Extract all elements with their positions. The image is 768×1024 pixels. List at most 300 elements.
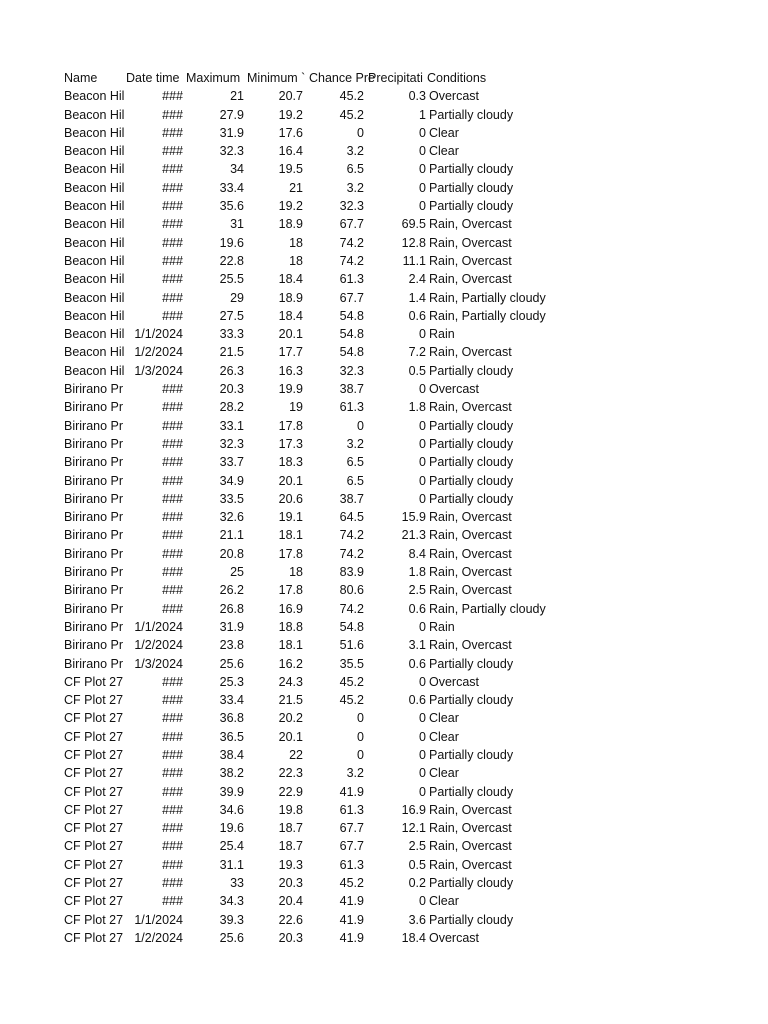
cell-precipitation[interactable]: 0 bbox=[419, 894, 426, 909]
cell-precipitation[interactable]: 12.8 bbox=[401, 235, 426, 250]
cell-date-time[interactable]: ### bbox=[162, 491, 183, 506]
cell-conditions[interactable]: Rain, Overcast bbox=[429, 235, 512, 250]
cell-minimum[interactable]: 19.8 bbox=[278, 802, 303, 817]
cell-conditions[interactable]: Partially cloudy bbox=[429, 363, 514, 378]
cell-name[interactable]: Birirano Pr bbox=[64, 455, 124, 470]
cell-minimum[interactable]: 18.9 bbox=[278, 290, 303, 305]
cell-conditions[interactable]: Partially cloudy bbox=[429, 784, 514, 799]
cell-precipitation[interactable]: 0.6 bbox=[408, 308, 426, 323]
cell-maximum[interactable]: 26.2 bbox=[219, 583, 244, 598]
cell-maximum[interactable]: 32.3 bbox=[219, 144, 244, 159]
cell-date-time[interactable]: ### bbox=[162, 473, 183, 488]
cell-minimum[interactable]: 16.4 bbox=[278, 144, 303, 159]
cell-maximum[interactable]: 31 bbox=[230, 217, 244, 232]
cell-maximum[interactable]: 26.8 bbox=[219, 601, 244, 616]
cell-chance-precip[interactable]: 0 bbox=[357, 125, 364, 140]
cell-precipitation[interactable]: 11.1 bbox=[402, 253, 426, 268]
cell-conditions[interactable]: Partially cloudy bbox=[429, 912, 514, 927]
cell-maximum[interactable]: 34.3 bbox=[219, 894, 244, 909]
cell-date-time[interactable]: ### bbox=[162, 601, 183, 616]
cell-maximum[interactable]: 25.3 bbox=[219, 674, 244, 689]
cell-minimum[interactable]: 17.3 bbox=[278, 436, 303, 451]
cell-name[interactable]: Beacon Hil bbox=[64, 162, 125, 177]
cell-maximum[interactable]: 29 bbox=[230, 290, 244, 305]
cell-minimum[interactable]: 17.7 bbox=[278, 345, 303, 360]
cell-precipitation[interactable]: 0 bbox=[419, 711, 426, 726]
cell-maximum[interactable]: 25 bbox=[230, 565, 244, 580]
header-chance-precip[interactable]: Chance Pre bbox=[309, 71, 376, 85]
cell-chance-precip[interactable]: 74.2 bbox=[339, 235, 364, 250]
cell-date-time[interactable]: 1/2/2024 bbox=[134, 638, 183, 653]
cell-conditions[interactable]: Rain, Overcast bbox=[429, 345, 512, 360]
cell-conditions[interactable]: Rain, Partially cloudy bbox=[429, 290, 546, 305]
cell-minimum[interactable]: 20.6 bbox=[278, 491, 303, 506]
cell-maximum[interactable]: 38.4 bbox=[219, 747, 244, 762]
cell-minimum[interactable]: 16.2 bbox=[278, 656, 303, 671]
cell-maximum[interactable]: 34.9 bbox=[219, 473, 244, 488]
cell-date-time[interactable]: ### bbox=[162, 583, 183, 598]
cell-precipitation[interactable]: 0 bbox=[419, 473, 426, 488]
cell-date-time[interactable]: ### bbox=[162, 510, 183, 525]
cell-precipitation[interactable]: 1 bbox=[419, 107, 426, 122]
cell-minimum[interactable]: 20.7 bbox=[278, 89, 303, 104]
cell-maximum[interactable]: 34 bbox=[230, 162, 244, 177]
cell-date-time[interactable]: ### bbox=[162, 107, 183, 122]
cell-maximum[interactable]: 25.4 bbox=[219, 839, 244, 854]
cell-minimum[interactable]: 17.8 bbox=[278, 583, 303, 598]
cell-name[interactable]: Birirano Pr bbox=[64, 638, 124, 653]
cell-date-time[interactable]: ### bbox=[162, 180, 183, 195]
header-precipitation[interactable]: Precipitati bbox=[368, 71, 423, 85]
cell-date-time[interactable]: ### bbox=[162, 400, 183, 415]
cell-date-time[interactable]: ### bbox=[162, 802, 183, 817]
cell-chance-precip[interactable]: 41.9 bbox=[339, 894, 364, 909]
cell-minimum[interactable]: 17.8 bbox=[278, 546, 303, 561]
cell-conditions[interactable]: Overcast bbox=[429, 382, 480, 397]
cell-chance-precip[interactable]: 35.5 bbox=[339, 656, 364, 671]
cell-chance-precip[interactable]: 64.5 bbox=[339, 510, 364, 525]
cell-date-time[interactable]: ### bbox=[162, 839, 183, 854]
cell-chance-precip[interactable]: 51.6 bbox=[339, 638, 364, 653]
cell-date-time[interactable]: ### bbox=[162, 876, 183, 891]
cell-chance-precip[interactable]: 3.2 bbox=[346, 436, 364, 451]
cell-minimum[interactable]: 18 bbox=[289, 565, 303, 580]
cell-name[interactable]: Beacon Hil bbox=[64, 308, 125, 323]
cell-precipitation[interactable]: 0 bbox=[419, 199, 426, 214]
cell-minimum[interactable]: 19.2 bbox=[278, 199, 303, 214]
cell-precipitation[interactable]: 69.5 bbox=[401, 217, 426, 232]
cell-date-time[interactable]: ### bbox=[162, 162, 183, 177]
cell-date-time[interactable]: ### bbox=[162, 235, 183, 250]
cell-date-time[interactable]: ### bbox=[162, 821, 183, 836]
cell-conditions[interactable]: Clear bbox=[429, 729, 459, 744]
cell-precipitation[interactable]: 15.9 bbox=[401, 510, 426, 525]
cell-chance-precip[interactable]: 67.7 bbox=[339, 839, 364, 854]
cell-chance-precip[interactable]: 0 bbox=[357, 418, 364, 433]
cell-name[interactable]: Birirano Pr bbox=[64, 510, 124, 525]
cell-name[interactable]: Birirano Pr bbox=[64, 565, 124, 580]
cell-date-time[interactable]: ### bbox=[162, 674, 183, 689]
cell-name[interactable]: Birirano Pr bbox=[64, 601, 124, 616]
cell-conditions[interactable]: Clear bbox=[429, 144, 459, 159]
cell-maximum[interactable]: 34.6 bbox=[219, 802, 244, 817]
cell-chance-precip[interactable]: 3.2 bbox=[346, 144, 364, 159]
cell-name[interactable]: CF Plot 27 bbox=[64, 784, 124, 799]
cell-precipitation[interactable]: 3.6 bbox=[408, 912, 426, 927]
cell-name[interactable]: CF Plot 27 bbox=[64, 894, 124, 909]
cell-maximum[interactable]: 27.9 bbox=[219, 107, 244, 122]
cell-chance-precip[interactable]: 0 bbox=[357, 729, 364, 744]
cell-precipitation[interactable]: 0.3 bbox=[408, 89, 426, 104]
cell-conditions[interactable]: Rain, Partially cloudy bbox=[429, 308, 546, 323]
cell-minimum[interactable]: 19 bbox=[289, 400, 303, 415]
cell-chance-precip[interactable]: 45.2 bbox=[339, 693, 364, 708]
cell-chance-precip[interactable]: 6.5 bbox=[346, 455, 364, 470]
cell-chance-precip[interactable]: 45.2 bbox=[339, 107, 364, 122]
cell-chance-precip[interactable]: 38.7 bbox=[339, 491, 364, 506]
cell-conditions[interactable]: Rain, Overcast bbox=[429, 272, 512, 287]
cell-maximum[interactable]: 31.9 bbox=[219, 619, 244, 634]
cell-conditions[interactable]: Rain, Overcast bbox=[429, 583, 512, 598]
cell-name[interactable]: Beacon Hil bbox=[64, 180, 125, 195]
cell-conditions[interactable]: Partially cloudy bbox=[429, 876, 514, 891]
cell-maximum[interactable]: 33.7 bbox=[219, 455, 244, 470]
cell-minimum[interactable]: 20.1 bbox=[278, 327, 303, 342]
cell-conditions[interactable]: Rain bbox=[429, 619, 455, 634]
cell-precipitation[interactable]: 0 bbox=[419, 784, 426, 799]
cell-maximum[interactable]: 39.9 bbox=[219, 784, 244, 799]
cell-name[interactable]: Beacon Hil bbox=[64, 107, 125, 122]
cell-minimum[interactable]: 20.3 bbox=[278, 876, 303, 891]
cell-date-time[interactable]: ### bbox=[162, 747, 183, 762]
cell-date-time[interactable]: ### bbox=[162, 528, 183, 543]
cell-maximum[interactable]: 23.8 bbox=[219, 638, 244, 653]
cell-chance-precip[interactable]: 83.9 bbox=[339, 565, 364, 580]
cell-name[interactable]: Beacon Hil bbox=[64, 89, 125, 104]
cell-conditions[interactable]: Overcast bbox=[429, 89, 480, 104]
cell-date-time[interactable]: ### bbox=[162, 455, 183, 470]
cell-name[interactable]: Beacon Hil bbox=[64, 290, 125, 305]
cell-name[interactable]: Birirano Pr bbox=[64, 546, 124, 561]
cell-date-time[interactable]: ### bbox=[162, 784, 183, 799]
cell-minimum[interactable]: 21.5 bbox=[278, 693, 303, 708]
cell-chance-precip[interactable]: 0 bbox=[357, 711, 364, 726]
cell-minimum[interactable]: 20.1 bbox=[278, 473, 303, 488]
cell-minimum[interactable]: 18.7 bbox=[278, 839, 303, 854]
cell-maximum[interactable]: 28.2 bbox=[219, 400, 244, 415]
cell-conditions[interactable]: Rain bbox=[429, 327, 455, 342]
cell-date-time[interactable]: ### bbox=[162, 565, 183, 580]
cell-date-time[interactable]: 1/3/2024 bbox=[134, 363, 183, 378]
cell-precipitation[interactable]: 0 bbox=[419, 455, 426, 470]
cell-name[interactable]: Birirano Pr bbox=[64, 400, 124, 415]
cell-minimum[interactable]: 20.2 bbox=[278, 711, 303, 726]
cell-name[interactable]: CF Plot 27 bbox=[64, 747, 124, 762]
cell-chance-precip[interactable]: 6.5 bbox=[346, 473, 364, 488]
cell-minimum[interactable]: 22.9 bbox=[278, 784, 303, 799]
cell-date-time[interactable]: ### bbox=[162, 89, 183, 104]
cell-conditions[interactable]: Rain, Partially cloudy bbox=[429, 601, 546, 616]
cell-maximum[interactable]: 26.3 bbox=[219, 363, 244, 378]
cell-precipitation[interactable]: 1.8 bbox=[408, 400, 426, 415]
cell-chance-precip[interactable]: 6.5 bbox=[346, 162, 364, 177]
cell-chance-precip[interactable]: 61.3 bbox=[339, 272, 364, 287]
cell-precipitation[interactable]: 8.4 bbox=[408, 546, 426, 561]
cell-name[interactable]: Beacon Hil bbox=[64, 327, 125, 342]
cell-conditions[interactable]: Overcast bbox=[429, 930, 480, 945]
cell-conditions[interactable]: Rain, Overcast bbox=[429, 802, 512, 817]
cell-maximum[interactable]: 36.8 bbox=[219, 711, 244, 726]
cell-maximum[interactable]: 33.3 bbox=[219, 327, 244, 342]
cell-conditions[interactable]: Clear bbox=[429, 711, 459, 726]
cell-chance-precip[interactable]: 67.7 bbox=[339, 821, 364, 836]
cell-maximum[interactable]: 22.8 bbox=[219, 253, 244, 268]
cell-precipitation[interactable]: 0 bbox=[419, 619, 426, 634]
cell-name[interactable]: Beacon Hil bbox=[64, 144, 125, 159]
cell-name[interactable]: CF Plot 27 bbox=[64, 930, 124, 945]
cell-maximum[interactable]: 19.6 bbox=[219, 821, 244, 836]
cell-name[interactable]: Birirano Pr bbox=[64, 491, 124, 506]
cell-name[interactable]: CF Plot 27 bbox=[64, 857, 124, 872]
cell-chance-precip[interactable]: 32.3 bbox=[339, 363, 364, 378]
header-minimum[interactable]: Minimum ` bbox=[247, 71, 306, 85]
cell-maximum[interactable]: 32.3 bbox=[219, 436, 244, 451]
cell-minimum[interactable]: 18.9 bbox=[278, 217, 303, 232]
cell-date-time[interactable]: ### bbox=[162, 711, 183, 726]
cell-name[interactable]: Beacon Hil bbox=[64, 199, 125, 214]
cell-maximum[interactable]: 21.5 bbox=[219, 345, 244, 360]
cell-precipitation[interactable]: 0.6 bbox=[408, 656, 426, 671]
cell-precipitation[interactable]: 0 bbox=[419, 674, 426, 689]
cell-name[interactable]: Birirano Pr bbox=[64, 528, 124, 543]
cell-precipitation[interactable]: 18.4 bbox=[401, 930, 426, 945]
cell-precipitation[interactable]: 3.1 bbox=[408, 638, 426, 653]
cell-minimum[interactable]: 19.1 bbox=[278, 510, 303, 525]
cell-maximum[interactable]: 31.9 bbox=[219, 125, 244, 140]
cell-precipitation[interactable]: 0 bbox=[419, 747, 426, 762]
cell-chance-precip[interactable]: 61.3 bbox=[339, 857, 364, 872]
header-name[interactable]: Name bbox=[64, 71, 98, 85]
cell-minimum[interactable]: 18.8 bbox=[278, 619, 303, 634]
cell-chance-precip[interactable]: 3.2 bbox=[346, 180, 364, 195]
cell-precipitation[interactable]: 0.6 bbox=[408, 693, 426, 708]
cell-conditions[interactable]: Overcast bbox=[429, 674, 480, 689]
cell-conditions[interactable]: Partially cloudy bbox=[429, 418, 514, 433]
cell-minimum[interactable]: 20.4 bbox=[278, 894, 303, 909]
cell-chance-precip[interactable]: 74.2 bbox=[339, 546, 364, 561]
cell-precipitation[interactable]: 0 bbox=[419, 491, 426, 506]
cell-minimum[interactable]: 18 bbox=[289, 253, 303, 268]
cell-minimum[interactable]: 20.1 bbox=[278, 729, 303, 744]
cell-date-time[interactable]: ### bbox=[162, 693, 183, 708]
cell-conditions[interactable]: Partially cloudy bbox=[429, 491, 514, 506]
cell-minimum[interactable]: 18.4 bbox=[278, 272, 303, 287]
cell-minimum[interactable]: 18.7 bbox=[278, 821, 303, 836]
cell-conditions[interactable]: Partially cloudy bbox=[429, 455, 514, 470]
cell-chance-precip[interactable]: 74.2 bbox=[339, 253, 364, 268]
cell-maximum[interactable]: 33.4 bbox=[219, 180, 244, 195]
cell-date-time[interactable]: ### bbox=[162, 436, 183, 451]
cell-chance-precip[interactable]: 45.2 bbox=[339, 89, 364, 104]
cell-name[interactable]: Birirano Pr bbox=[64, 418, 124, 433]
cell-name[interactable]: CF Plot 27 bbox=[64, 674, 124, 689]
cell-chance-precip[interactable]: 38.7 bbox=[339, 382, 364, 397]
cell-date-time[interactable]: ### bbox=[162, 125, 183, 140]
cell-conditions[interactable]: Partially cloudy bbox=[429, 656, 514, 671]
cell-minimum[interactable]: 18.1 bbox=[278, 638, 303, 653]
cell-chance-precip[interactable]: 3.2 bbox=[346, 766, 364, 781]
cell-precipitation[interactable]: 7.2 bbox=[408, 345, 426, 360]
cell-name[interactable]: Beacon Hil bbox=[64, 125, 125, 140]
cell-date-time[interactable]: 1/2/2024 bbox=[134, 930, 183, 945]
cell-name[interactable]: CF Plot 27 bbox=[64, 711, 124, 726]
cell-name[interactable]: Birirano Pr bbox=[64, 473, 124, 488]
cell-conditions[interactable]: Partially cloudy bbox=[429, 180, 514, 195]
cell-precipitation[interactable]: 0.6 bbox=[408, 601, 426, 616]
cell-chance-precip[interactable]: 67.7 bbox=[339, 290, 364, 305]
cell-name[interactable]: Birirano Pr bbox=[64, 382, 124, 397]
cell-precipitation[interactable]: 0 bbox=[419, 729, 426, 744]
cell-conditions[interactable]: Partially cloudy bbox=[429, 436, 514, 451]
cell-name[interactable]: Beacon Hil bbox=[64, 345, 125, 360]
cell-date-time[interactable]: ### bbox=[162, 272, 183, 287]
cell-name[interactable]: Birirano Pr bbox=[64, 436, 124, 451]
cell-name[interactable]: CF Plot 27 bbox=[64, 821, 124, 836]
cell-chance-precip[interactable]: 67.7 bbox=[339, 217, 364, 232]
cell-date-time[interactable]: ### bbox=[162, 857, 183, 872]
cell-maximum[interactable]: 33.4 bbox=[219, 693, 244, 708]
cell-name[interactable]: Birirano Pr bbox=[64, 656, 124, 671]
cell-name[interactable]: Beacon Hil bbox=[64, 217, 125, 232]
cell-maximum[interactable]: 38.2 bbox=[219, 766, 244, 781]
cell-name[interactable]: Beacon Hil bbox=[64, 363, 125, 378]
cell-maximum[interactable]: 20.3 bbox=[219, 382, 244, 397]
cell-maximum[interactable]: 20.8 bbox=[219, 546, 244, 561]
cell-maximum[interactable]: 21.1 bbox=[219, 528, 244, 543]
cell-minimum[interactable]: 16.9 bbox=[278, 601, 303, 616]
cell-precipitation[interactable]: 0 bbox=[419, 180, 426, 195]
cell-conditions[interactable]: Partially cloudy bbox=[429, 107, 514, 122]
cell-date-time[interactable]: 1/1/2024 bbox=[134, 619, 183, 634]
cell-minimum[interactable]: 24.3 bbox=[278, 674, 303, 689]
cell-minimum[interactable]: 19.9 bbox=[278, 382, 303, 397]
cell-maximum[interactable]: 25.6 bbox=[219, 930, 244, 945]
cell-conditions[interactable]: Partially cloudy bbox=[429, 693, 514, 708]
cell-precipitation[interactable]: 12.1 bbox=[401, 821, 426, 836]
cell-chance-precip[interactable]: 45.2 bbox=[339, 876, 364, 891]
cell-minimum[interactable]: 22 bbox=[289, 747, 303, 762]
cell-precipitation[interactable]: 0.2 bbox=[408, 876, 426, 891]
cell-conditions[interactable]: Rain, Overcast bbox=[429, 821, 512, 836]
cell-chance-precip[interactable]: 41.9 bbox=[339, 912, 364, 927]
cell-minimum[interactable]: 18.1 bbox=[278, 528, 303, 543]
cell-minimum[interactable]: 17.6 bbox=[278, 125, 303, 140]
cell-date-time[interactable]: ### bbox=[162, 729, 183, 744]
cell-precipitation[interactable]: 0 bbox=[419, 766, 426, 781]
cell-precipitation[interactable]: 0 bbox=[419, 418, 426, 433]
cell-date-time[interactable]: ### bbox=[162, 290, 183, 305]
cell-name[interactable]: CF Plot 27 bbox=[64, 729, 124, 744]
cell-chance-precip[interactable]: 61.3 bbox=[339, 802, 364, 817]
cell-maximum[interactable]: 39.3 bbox=[219, 912, 244, 927]
cell-precipitation[interactable]: 2.5 bbox=[408, 839, 426, 854]
cell-date-time[interactable]: ### bbox=[162, 382, 183, 397]
cell-name[interactable]: CF Plot 27 bbox=[64, 839, 124, 854]
cell-name[interactable]: CF Plot 27 bbox=[64, 802, 124, 817]
cell-maximum[interactable]: 33.1 bbox=[219, 418, 244, 433]
cell-maximum[interactable]: 33 bbox=[230, 876, 244, 891]
cell-conditions[interactable]: Rain, Overcast bbox=[429, 528, 512, 543]
header-conditions[interactable]: Conditions bbox=[427, 71, 487, 85]
cell-precipitation[interactable]: 0 bbox=[419, 144, 426, 159]
cell-date-time[interactable]: 1/1/2024 bbox=[134, 327, 183, 342]
cell-precipitation[interactable]: 16.9 bbox=[401, 802, 426, 817]
cell-precipitation[interactable]: 2.4 bbox=[408, 272, 426, 287]
cell-date-time[interactable]: ### bbox=[162, 766, 183, 781]
cell-conditions[interactable]: Rain, Overcast bbox=[429, 217, 512, 232]
cell-date-time[interactable]: ### bbox=[162, 894, 183, 909]
cell-date-time[interactable]: 1/2/2024 bbox=[134, 345, 183, 360]
cell-precipitation[interactable]: 0 bbox=[419, 162, 426, 177]
cell-maximum[interactable]: 21 bbox=[230, 89, 244, 104]
cell-chance-precip[interactable]: 32.3 bbox=[339, 199, 364, 214]
cell-maximum[interactable]: 35.6 bbox=[219, 199, 244, 214]
cell-date-time[interactable]: ### bbox=[162, 199, 183, 214]
cell-minimum[interactable]: 20.3 bbox=[278, 930, 303, 945]
cell-precipitation[interactable]: 1.8 bbox=[408, 565, 426, 580]
cell-conditions[interactable]: Partially cloudy bbox=[429, 199, 514, 214]
cell-minimum[interactable]: 16.3 bbox=[278, 363, 303, 378]
cell-precipitation[interactable]: 0 bbox=[419, 327, 426, 342]
cell-conditions[interactable]: Partially cloudy bbox=[429, 162, 514, 177]
cell-precipitation[interactable]: 21.3 bbox=[401, 528, 426, 543]
cell-conditions[interactable]: Rain, Overcast bbox=[429, 510, 512, 525]
cell-name[interactable]: CF Plot 27 bbox=[64, 876, 124, 891]
cell-name[interactable]: Beacon Hil bbox=[64, 235, 125, 250]
cell-chance-precip[interactable]: 74.2 bbox=[339, 601, 364, 616]
cell-chance-precip[interactable]: 54.8 bbox=[339, 308, 364, 323]
cell-minimum[interactable]: 22.6 bbox=[278, 912, 303, 927]
cell-date-time[interactable]: ### bbox=[162, 546, 183, 561]
cell-conditions[interactable]: Rain, Overcast bbox=[429, 565, 512, 580]
cell-conditions[interactable]: Rain, Overcast bbox=[429, 253, 512, 268]
cell-date-time[interactable]: 1/3/2024 bbox=[134, 656, 183, 671]
cell-chance-precip[interactable]: 45.2 bbox=[339, 674, 364, 689]
cell-conditions[interactable]: Clear bbox=[429, 125, 459, 140]
cell-precipitation[interactable]: 1.4 bbox=[408, 290, 426, 305]
cell-date-time[interactable]: ### bbox=[162, 217, 183, 232]
cell-conditions[interactable]: Rain, Overcast bbox=[429, 857, 512, 872]
cell-minimum[interactable]: 22.3 bbox=[278, 766, 303, 781]
cell-chance-precip[interactable]: 41.9 bbox=[339, 930, 364, 945]
cell-maximum[interactable]: 19.6 bbox=[219, 235, 244, 250]
cell-minimum[interactable]: 19.2 bbox=[278, 107, 303, 122]
cell-maximum[interactable]: 31.1 bbox=[219, 857, 244, 872]
cell-conditions[interactable]: Partially cloudy bbox=[429, 473, 514, 488]
cell-maximum[interactable]: 33.5 bbox=[219, 491, 244, 506]
header-date-time[interactable]: Date time bbox=[126, 71, 180, 85]
cell-maximum[interactable]: 36.5 bbox=[219, 729, 244, 744]
cell-precipitation[interactable]: 0.5 bbox=[408, 857, 426, 872]
cell-chance-precip[interactable]: 54.8 bbox=[339, 619, 364, 634]
cell-name[interactable]: CF Plot 27 bbox=[64, 766, 124, 781]
cell-minimum[interactable]: 21 bbox=[289, 180, 303, 195]
cell-precipitation[interactable]: 0 bbox=[419, 382, 426, 397]
cell-minimum[interactable]: 18 bbox=[289, 235, 303, 250]
cell-precipitation[interactable]: 0 bbox=[419, 436, 426, 451]
cell-chance-precip[interactable]: 0 bbox=[357, 747, 364, 762]
cell-conditions[interactable]: Rain, Overcast bbox=[429, 839, 512, 854]
